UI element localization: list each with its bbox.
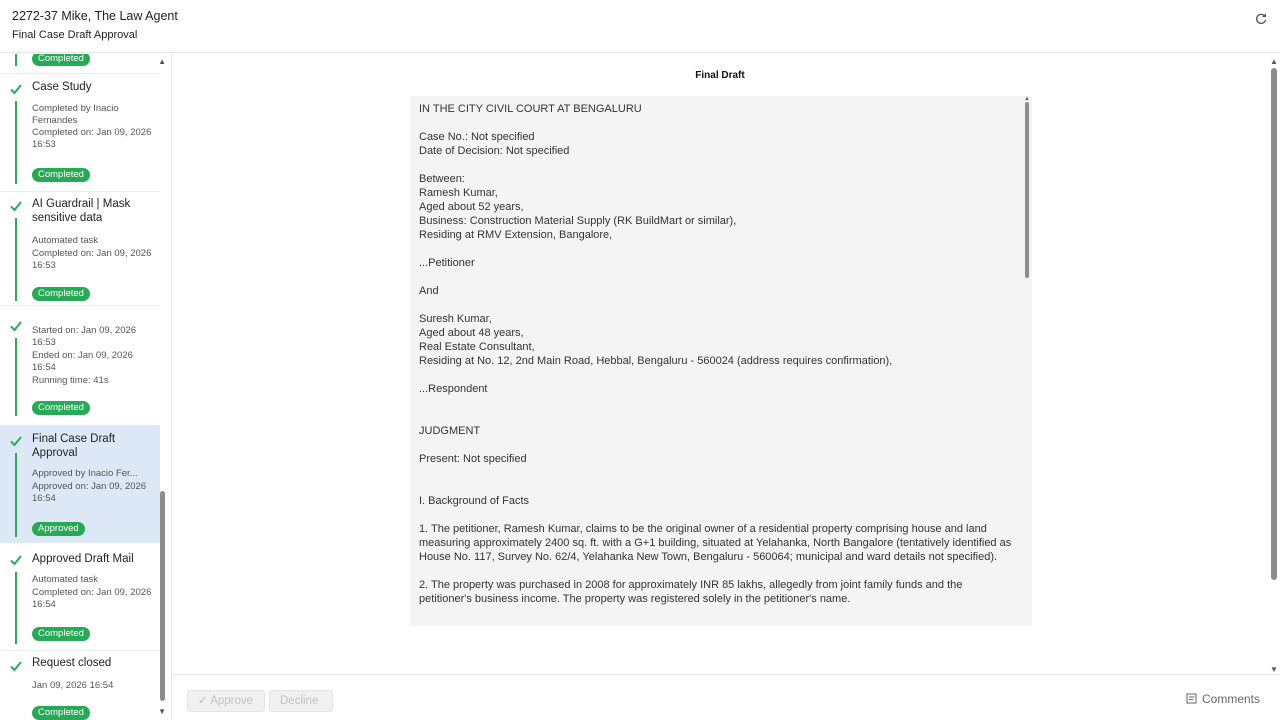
step-meta: Automated task <box>32 235 99 246</box>
comment-icon <box>1186 693 1197 704</box>
step-case-study[interactable] <box>0 74 160 190</box>
step-meta: Completed on: Jan 09, 2026 16:53 <box>32 127 152 150</box>
check-icon <box>9 553 23 567</box>
approve-button[interactable]: ✓ Approve <box>187 690 265 712</box>
scroll-up-icon[interactable]: ▲ <box>1270 57 1278 66</box>
step-meta: Completed on: Jan 09, 2026 16:54 <box>32 587 152 610</box>
workflow-sidebar <box>0 54 172 720</box>
step-line <box>15 453 17 537</box>
document-body: IN THE CITY CIVIL COURT AT BENGALURU Case No.: Not specified Date of Decision: Not specified Between: Ramesh Kumar, Aged about 52 years, Business: Construction Material Supply (RK BuildMart or similar), Residing at RMV Extension, Bangalore, ...Petitioner And Suresh Kumar, Aged about 48 years, Real Estate Consultant, Residing at No. 12, 2nd Main Road, Hebbal, Bengaluru - 560024 (address requires confirmation), ...Respondent JUDGMENT Present: Not specified I. Background of Facts 1. The petitioner, Ramesh Kumar, claims to be the original owner of a residential property comprising house and land measuring approximately 2400 sq. ft. with a G+1 building, situated at Yelahanka, North Bangalore (tentatively identified as House No. 117, Survey No. 62/4, Yelahanka New Town, Bengaluru - 560064; municipal and ward details not specified). 2. The property was purchased in 2008 for approximately INR 85 lakhs, allegedly from joint family funds and the petitioner's business income. The property was registered solely in the petitioner's name. <box>419 103 1012 605</box>
step-ai-guardrail[interactable] <box>0 192 160 304</box>
step-line <box>15 101 17 184</box>
status-badge: Approved <box>32 522 85 536</box>
step-line <box>15 218 17 301</box>
step-meta: Jan 09, 2026 16:54 <box>32 680 114 691</box>
step-meta: Automated task <box>32 574 99 585</box>
document-title: Final Draft <box>695 70 745 81</box>
status-badge: Completed <box>32 706 90 720</box>
sidebar-scrollbar[interactable] <box>159 54 169 720</box>
step-line <box>15 572 17 644</box>
comments-button[interactable] <box>1186 692 1260 706</box>
step-final-case-draft-approval[interactable] <box>0 425 160 543</box>
status-badge: Completed <box>32 401 90 415</box>
refresh-icon[interactable] <box>1254 12 1268 26</box>
step-approved-draft-mail[interactable] <box>0 544 160 649</box>
status-badge: Completed <box>32 54 90 66</box>
scroll-down-icon[interactable]: ▼ <box>158 707 166 716</box>
step-line <box>15 338 17 416</box>
scrollbar-thumb[interactable] <box>1271 68 1277 580</box>
step-name: AI Guardrail | Mask sensitive data <box>32 198 131 224</box>
status-badge: Completed <box>32 168 90 182</box>
step-name: Final Case Draft Approval <box>32 433 116 459</box>
step-previous[interactable] <box>0 54 160 72</box>
main-scrollbar[interactable] <box>1268 54 1280 674</box>
document-viewer[interactable] <box>410 96 1032 626</box>
comments-label: Comments <box>1201 692 1260 706</box>
step-name: Case Study <box>32 81 92 93</box>
check-icon <box>9 82 23 96</box>
step-meta: Completed on: Jan 09, 2026 16:53 <box>32 248 152 271</box>
check-icon <box>9 199 23 213</box>
step-line <box>15 54 17 66</box>
scroll-down-icon[interactable]: ▼ <box>1270 665 1278 674</box>
check-icon <box>9 659 23 673</box>
page-subtitle: Final Case Draft Approval <box>12 29 138 41</box>
scroll-up-icon[interactable]: ▲ <box>158 57 166 66</box>
status-badge: Completed <box>32 287 90 301</box>
document-scrollbar-thumb[interactable] <box>1025 102 1029 278</box>
check-icon <box>9 434 23 448</box>
check-icon <box>9 319 23 333</box>
step-meta: Started on: Jan 09, 2026 16:53 <box>32 325 137 348</box>
scrollbar-thumb[interactable] <box>160 491 165 701</box>
step-meta: Running time: 41s <box>32 375 109 386</box>
step-meta: Approved on: Jan 09, 2026 16:54 <box>32 481 147 504</box>
step-name: Request closed <box>32 657 112 669</box>
header <box>0 0 1280 53</box>
doc-scroll-up-icon[interactable]: ▲ <box>1024 96 1030 102</box>
step-meta: Completed by Inacio Fernandes <box>32 103 119 126</box>
decline-button[interactable]: Decline <box>269 690 333 712</box>
status-badge: Completed <box>32 627 90 641</box>
step-run[interactable] <box>0 306 160 418</box>
step-meta: Approved by Inacio Fer... <box>32 468 138 479</box>
action-footer <box>173 674 1280 720</box>
page-title: 2272-37 Mike, The Law Agent <box>12 9 178 23</box>
step-name: Approved Draft Mail <box>32 553 134 565</box>
step-request-closed[interactable] <box>0 651 160 720</box>
step-meta: Ended on: Jan 09, 2026 16:54 <box>32 350 133 373</box>
